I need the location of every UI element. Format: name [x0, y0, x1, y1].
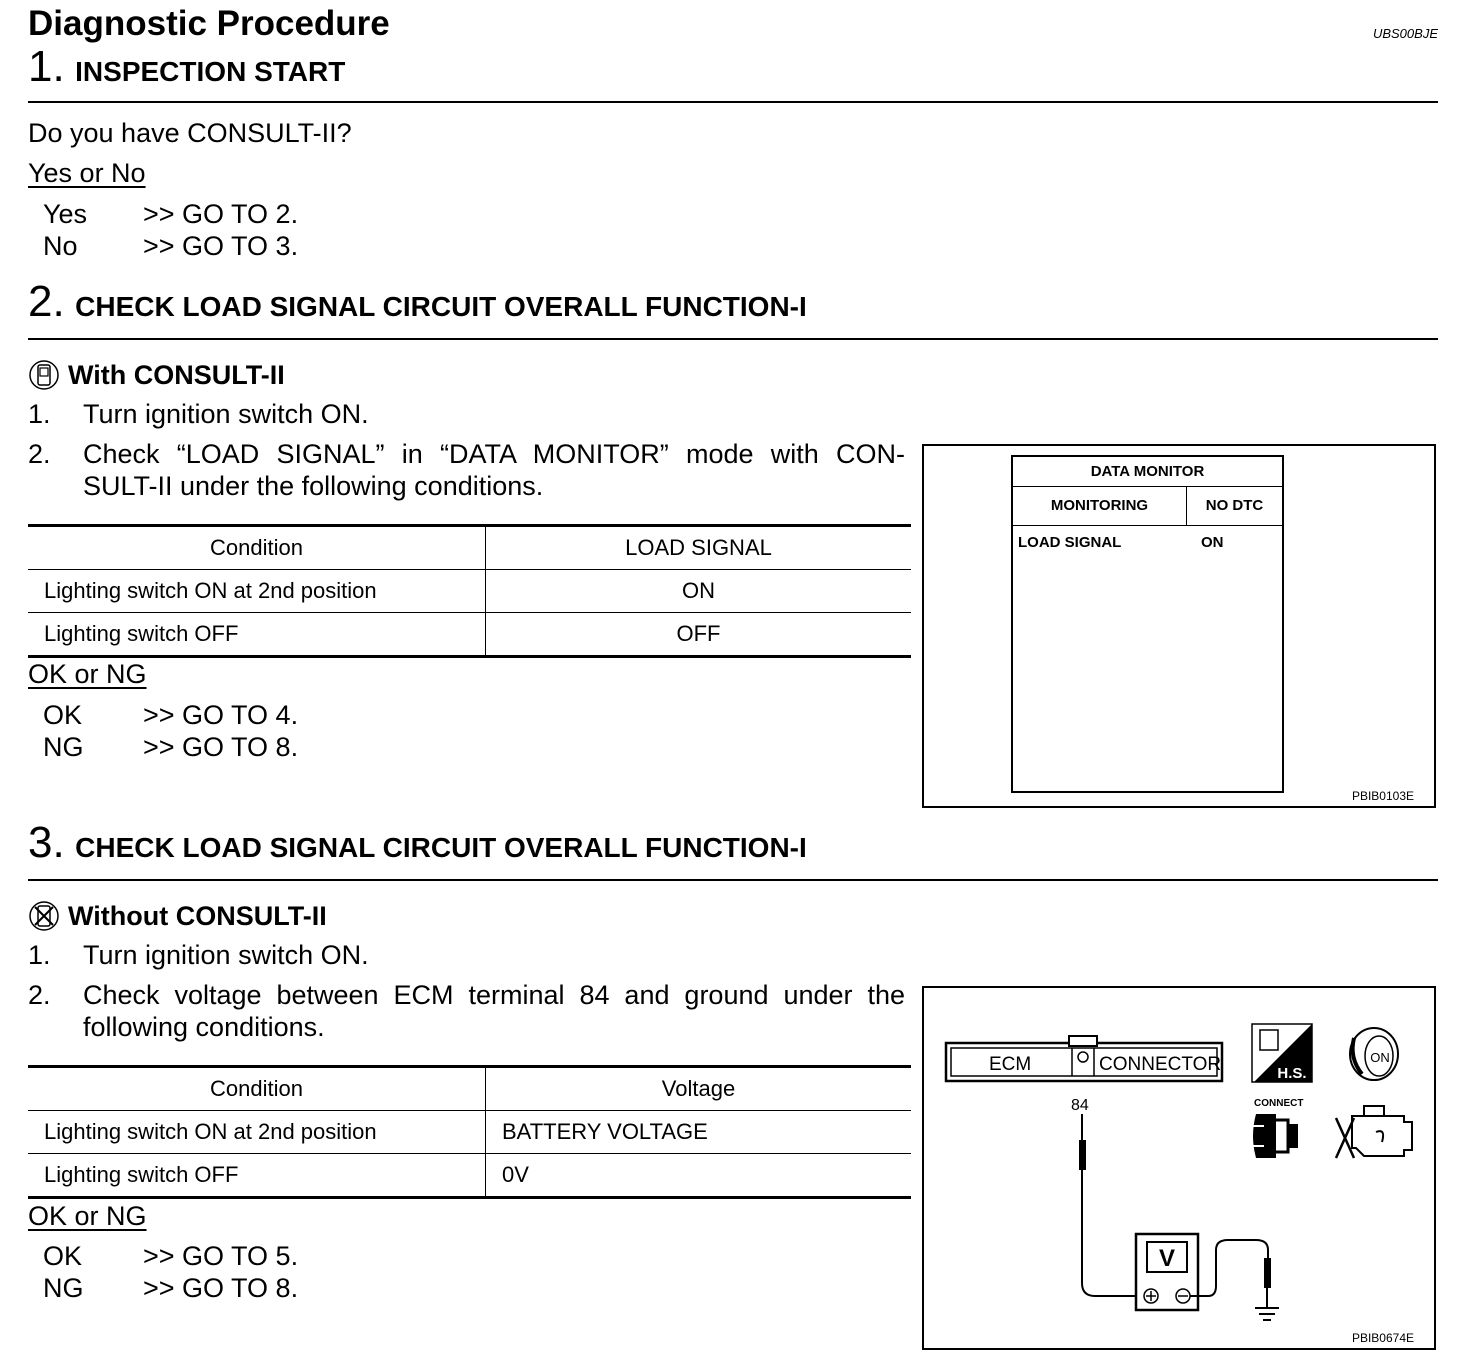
- instruction-text: Turn ignition switch ON.: [83, 940, 369, 970]
- monitor-screen: [1011, 455, 1284, 793]
- instruction-text: Check “LOAD SIGNAL” in “DATA MONITOR” mode with CON-: [83, 439, 905, 469]
- table-row: [28, 613, 911, 657]
- instruction-number: 1.: [28, 399, 51, 429]
- consult-icon: [28, 359, 60, 391]
- figure-code: PBIB0103E: [1351, 789, 1414, 803]
- hs-icon: [1252, 1024, 1312, 1082]
- ground-icon: [1255, 1288, 1279, 1320]
- engine-off-icon: [1336, 1106, 1412, 1158]
- ecm-connector: [946, 1036, 1222, 1081]
- instruction-number: 1.: [28, 940, 51, 970]
- figure-code: PBIB0674E: [1351, 1331, 1414, 1345]
- goto-link: >> GO TO 4.: [143, 700, 299, 730]
- voltage-table: [28, 1065, 911, 1199]
- divider: [28, 101, 1438, 103]
- table-header: Condition: [28, 526, 486, 570]
- no-consult-icon: [28, 900, 60, 932]
- answer: OK: [43, 1241, 83, 1271]
- step-number: 3.: [28, 818, 65, 867]
- instruction-text: following conditions.: [83, 1012, 325, 1042]
- probe-tip: [1079, 1140, 1086, 1170]
- mode-without-consult: [28, 900, 327, 932]
- table-cell: Lighting switch ON at 2nd position: [28, 570, 486, 613]
- result-label: Yes or No: [28, 158, 146, 188]
- divider: [28, 338, 1438, 340]
- answer: NG: [43, 1273, 84, 1303]
- table-cell: OFF: [486, 613, 912, 657]
- table-cell: Lighting switch OFF: [28, 613, 486, 657]
- table-header: LOAD SIGNAL: [486, 526, 912, 570]
- step-2-header: [28, 277, 807, 327]
- step-heading: CHECK LOAD SIGNAL CIRCUIT OVERALL FUNCTION-I: [75, 832, 807, 863]
- table-cell: Lighting switch OFF: [28, 1154, 486, 1198]
- table-row: [28, 570, 911, 613]
- ground-probe: [1264, 1258, 1271, 1288]
- instruction-number: 2.: [28, 980, 51, 1010]
- goto-link: >> GO TO 2.: [143, 199, 299, 229]
- step-number: 1.: [28, 42, 65, 91]
- meter-label: V: [1158, 1245, 1176, 1272]
- connect-icon: [1250, 1098, 1303, 1158]
- table-cell: ON: [486, 570, 912, 613]
- ignition-on-icon: [1350, 1028, 1398, 1080]
- on-label: ON: [1370, 1050, 1390, 1065]
- divider: [28, 879, 1438, 881]
- data-monitor-figure: [922, 444, 1436, 808]
- screen-status-row: [1013, 487, 1282, 526]
- monitoring-label: MONITORING: [1013, 487, 1187, 525]
- result-label: OK or NG: [28, 659, 147, 689]
- goto-link: >> GO TO 5.: [143, 1241, 299, 1271]
- connect-label: CONNECT: [1254, 1098, 1304, 1109]
- mode-with-consult: [28, 359, 285, 391]
- instruction-text: SULT-II under the following conditions.: [83, 471, 544, 501]
- monitor-item-row: [1013, 526, 1282, 556]
- goto-link: >> GO TO 8.: [143, 732, 299, 762]
- table-header-row: [28, 1067, 911, 1111]
- screen-title: DATA MONITOR: [1013, 457, 1282, 487]
- status-label: NO DTC: [1205, 497, 1264, 514]
- monitor-value: ON: [1201, 534, 1224, 551]
- step-number: 2.: [28, 277, 65, 326]
- answer: Yes: [43, 199, 88, 229]
- step-3-header: [28, 818, 807, 868]
- step-heading: INSPECTION START: [75, 56, 346, 87]
- answer: No: [43, 231, 78, 261]
- instruction-text: Turn ignition switch ON.: [83, 399, 369, 429]
- ground-wire: [1190, 1240, 1268, 1296]
- result-label: OK or NG: [28, 1201, 147, 1231]
- ecm-label: ECM: [989, 1054, 1032, 1075]
- step-heading: CHECK LOAD SIGNAL CIRCUIT OVERALL FUNCTION-I: [75, 291, 807, 322]
- terminal-label: 84: [1071, 1097, 1089, 1114]
- step-1-header: [28, 42, 345, 92]
- hs-label: H.S.: [1277, 1065, 1307, 1082]
- table-header: Voltage: [486, 1067, 912, 1111]
- table-header: Condition: [28, 1067, 486, 1111]
- question: Do you have CONSULT-II?: [28, 118, 352, 148]
- voltmeter: [1136, 1234, 1198, 1310]
- mode-label: Without CONSULT-II: [68, 900, 327, 931]
- mode-label: With CONSULT-II: [68, 359, 285, 390]
- answer: NG: [43, 732, 84, 762]
- monitor-item: LOAD SIGNAL: [1018, 534, 1122, 551]
- table-row: [28, 1154, 911, 1198]
- instruction-number: 2.: [28, 439, 51, 469]
- goto-link: >> GO TO 3.: [143, 231, 299, 261]
- table-cell: BATTERY VOLTAGE: [486, 1111, 912, 1154]
- table-cell: 0V: [486, 1154, 912, 1198]
- table-header-row: [28, 526, 911, 570]
- table-row: [28, 1111, 911, 1154]
- answer: OK: [43, 700, 83, 730]
- ecm-voltage-figure: [922, 986, 1436, 1350]
- table-cell: Lighting switch ON at 2nd position: [28, 1111, 486, 1154]
- probe-wire: [1082, 1170, 1136, 1296]
- load-signal-table: [28, 524, 911, 658]
- wiring-diagram: [924, 988, 1434, 1348]
- instruction-text: Check voltage between ECM terminal 84 and ground under the: [83, 980, 905, 1010]
- reference-code: UBS00BJE: [1372, 26, 1438, 41]
- connector-label: CONNECTOR: [1099, 1054, 1222, 1075]
- goto-link: >> GO TO 8.: [143, 1273, 299, 1303]
- page-title: Diagnostic Procedure: [28, 4, 390, 43]
